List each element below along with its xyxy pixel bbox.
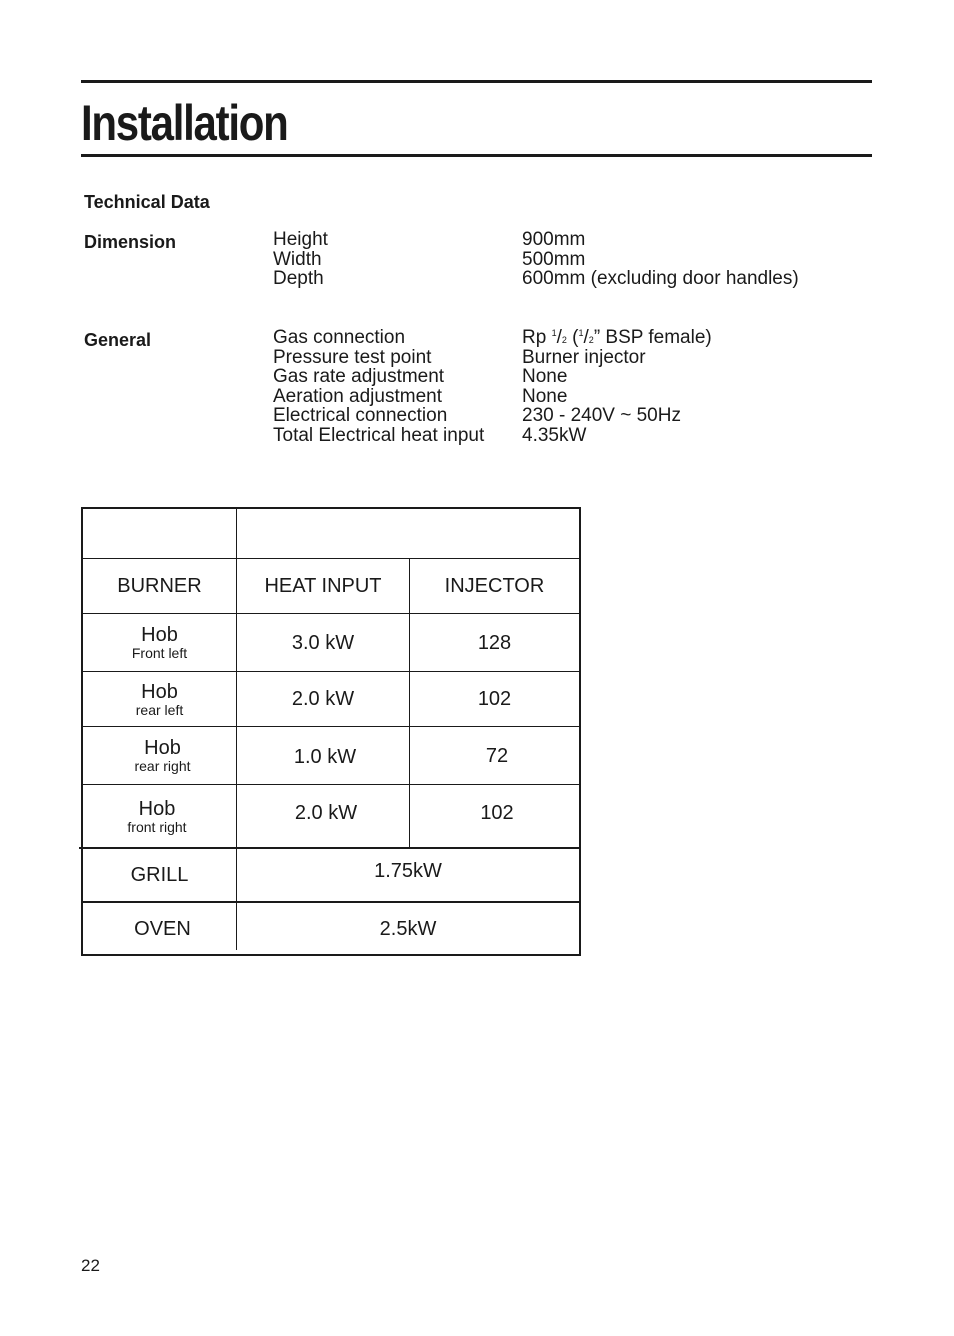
gas-connection-prefix: Rp (522, 327, 552, 348)
aeration-adjustment-label: Aeration adjustment (273, 385, 442, 407)
injector-cell (410, 727, 584, 784)
burner-table (81, 507, 581, 956)
pressure-test-point-label: Pressure test point (273, 346, 432, 368)
gas-connection-label: Gas connection (273, 327, 406, 348)
top-rule (81, 80, 872, 83)
injector-cell (410, 785, 584, 841)
header-heat-input: HEAT INPUT (264, 575, 382, 597)
dimension-labels (273, 230, 328, 289)
heat-input-value: 3.0 kW (291, 631, 355, 654)
table-row-hob-rear-left-burner (83, 672, 236, 726)
burner-position: Front left (131, 645, 188, 661)
grill-heat-input-cell (237, 845, 579, 897)
table-row-hob-front-left-burner (83, 614, 236, 671)
injector-value: 102 (477, 688, 512, 710)
table-row-oven-burner (89, 903, 236, 955)
header-burner-cell (83, 559, 236, 613)
general-labels (273, 328, 484, 446)
fraction-numerator: 1 (551, 328, 557, 338)
heat-input-cell (237, 672, 409, 726)
dimension-height-value: 900mm (522, 229, 586, 250)
grill-heat-input: 1.75kW (374, 860, 442, 882)
burner-name: Hob (144, 737, 181, 759)
burner-position: rear left (135, 701, 184, 718)
page-number: 22 (81, 1256, 100, 1275)
burner-position: front right (127, 818, 187, 835)
dimension-height-label: Height (273, 229, 328, 250)
gas-connection-open-paren: ( (566, 327, 579, 348)
injector-value: 102 (480, 802, 514, 824)
heat-input-value: 2.0 kW (291, 688, 355, 710)
fraction-denominator: 2 (588, 335, 594, 345)
grill-label: GRILL (130, 864, 189, 886)
heat-input-value: 2.0 kW (294, 802, 358, 824)
dimension-width-label: Width (273, 248, 322, 270)
gas-connection-suffix: ” BSP female) (593, 327, 712, 348)
header-injector-cell (410, 559, 579, 613)
header-burner: BURNER (117, 575, 202, 597)
general-heading: General (84, 330, 152, 350)
dimension-width-value: 500mm (522, 248, 586, 270)
title-underline (81, 154, 872, 157)
table-row-grill-burner (83, 849, 236, 901)
heat-input-cell (237, 614, 409, 671)
fraction-numerator: 1 (578, 328, 584, 338)
oven-label: OVEN (134, 918, 191, 940)
page-title: Installation (81, 95, 288, 151)
gas-connection-value: Rp $^1$/2 ($^1$/2” BSP female) (522, 327, 712, 348)
header-injector: INJECTOR (444, 575, 545, 597)
technical-data-heading: Technical Data (84, 192, 210, 212)
general-values (522, 328, 712, 446)
gas-rate-adjustment-label: Gas rate adjustment (273, 366, 445, 388)
burner-name: Hob (138, 797, 176, 820)
header-heat-input-cell (237, 559, 409, 613)
electrical-connection-value: 230 - 240V ~ 50Hz (522, 405, 681, 427)
heat-input-value: 1.0 kW (293, 746, 357, 768)
table-row-hob-front-right-burner (83, 785, 231, 847)
table-row-hob-rear-right-burner (83, 727, 242, 784)
burner-name: Hob (141, 680, 178, 703)
oven-heat-input-cell (237, 903, 579, 955)
injector-cell (410, 614, 579, 671)
heat-input-cell (237, 785, 415, 841)
gas-rate-adjustment-value: None (522, 366, 568, 388)
heat-input-cell (237, 727, 413, 787)
aeration-adjustment-value: None (522, 385, 568, 407)
dimension-depth-label: Depth (273, 268, 324, 290)
fraction-denominator: 2 (561, 335, 567, 345)
dimension-values (522, 230, 799, 289)
electrical-connection-label: Electrical connection (273, 405, 448, 427)
burner-name: Hob (141, 624, 178, 646)
injector-value: 128 (477, 631, 512, 654)
burner-position: rear right (134, 758, 191, 774)
oven-heat-input: 2.5kW (379, 918, 437, 940)
dimension-heading: Dimension (84, 232, 177, 252)
injector-cell (410, 672, 579, 726)
total-electrical-heat-input-label: Total Electrical heat input (273, 424, 485, 446)
dimension-depth-value: 600mm (excluding door handles) (522, 268, 799, 290)
injector-value: 72 (485, 744, 509, 767)
pressure-test-point-value: Burner injector (522, 346, 646, 368)
total-electrical-heat-input-value: 4.35kW (522, 424, 587, 446)
